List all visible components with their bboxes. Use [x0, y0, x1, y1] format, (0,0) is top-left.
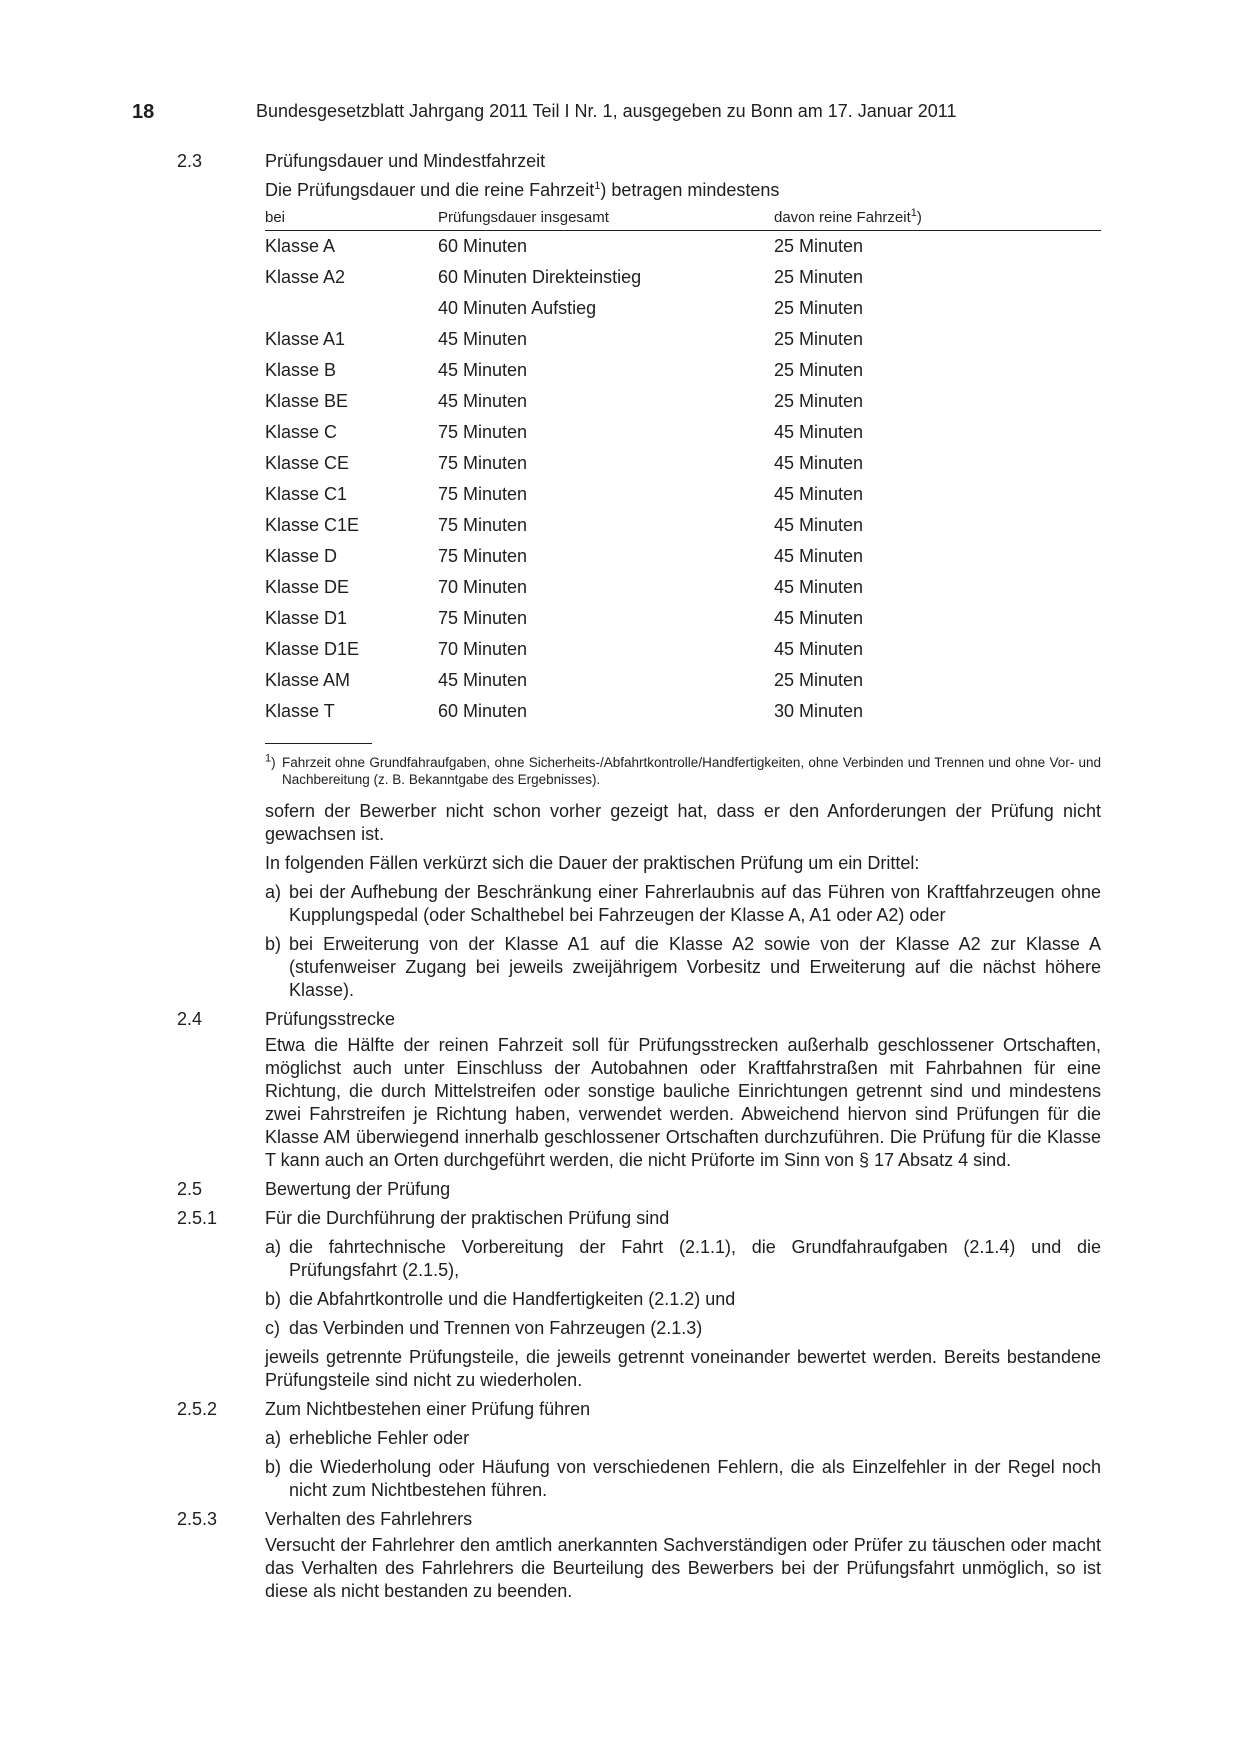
page-content: [0, 150, 1241, 1603]
section-title: Prüfungsstrecke: [265, 1009, 396, 1029]
cell-total-duration: 40 Minuten Aufstieg: [438, 298, 597, 318]
cell-driving-time: 25 Minuten: [774, 236, 864, 256]
section-2-5-3-text: Versucht der Fahrlehrer den amtlich anerkannten Sachverständigen oder Prüfer zu täuschen oder macht das Verhalten des Fahrlehrers die Beurteilung des Bewerbers bei der Prüfungsfahrt unmöglich, so ist diese als nicht bestanden zu beenden.: [265, 1535, 1101, 1601]
col-header-paren: ): [916, 209, 922, 226]
page-header: [0, 101, 1241, 127]
list-marker: b): [265, 1457, 282, 1477]
cell-driving-time: 25 Minuten: [774, 298, 864, 318]
cell-driving-time: 30 Minuten: [774, 701, 864, 721]
reduction-list: [0, 881, 1241, 1002]
footnote-mark-number: 1: [265, 752, 272, 765]
section-2-4-text: Etwa die Hälfte der reinen Fahrzeit soll für Prüfungsstrecken außerhalb geschlossener Ortschaften, möglichst auch unter Einschluss der Autobahnen oder Kraftfahrstraßen mit Fahrbahnen für eine Richtung, die durch Mittelstreifen oder sonstige bauliche Einrichtungen getrennt sind und mindestens zwei Fahrstreifen je Richtung haben, verwendet werden. Abweichend hiervon sind Prüfungen für die Klasse AM überwiegend innerhalb geschlossener Ortschaften durchzuführen. Die Prüfung für die Klasse T kann auch an Orten durchgeführt werden, die nicht Prüforte im Sinn von § 17 Absatz 4 sind.: [265, 1035, 1101, 1170]
col-header-driving-time: [774, 206, 1101, 230]
table-row: [265, 386, 1101, 417]
section-number: 2.5: [177, 1179, 203, 1199]
list-item: [265, 1317, 1101, 1340]
reduction-intro: In folgenden Fällen verkürzt sich die Dauer der praktischen Prüfung um ein Drittel:: [265, 853, 920, 873]
intro-text-end: ) betragen mindestens: [600, 180, 780, 200]
cell-class: Klasse A1: [265, 329, 346, 349]
cell-total-duration: 75 Minuten: [438, 546, 528, 566]
cell-driving-time: 45 Minuten: [774, 546, 864, 566]
cell-total-duration: 60 Minuten: [438, 236, 528, 256]
section-2-5-3-heading: [0, 1508, 1241, 1531]
cell-class: Klasse D1: [265, 608, 348, 628]
table-row: [265, 510, 1101, 541]
cell-class: Klasse B: [265, 360, 337, 380]
table-row: [265, 448, 1101, 479]
cell-driving-time: 45 Minuten: [774, 577, 864, 597]
cell-total-duration: 75 Minuten: [438, 422, 528, 442]
footnote-rule: [265, 743, 372, 744]
section-2-3-heading: [0, 150, 1241, 173]
running-head: Bundesgesetzblatt Jahrgang 2011 Teil I Nr. 1, ausgegeben zu Bonn am 17. Januar 2011: [256, 101, 957, 121]
section-title: Für die Durchführung der praktischen Prüfung sind: [265, 1208, 670, 1228]
cell-driving-time: 45 Minuten: [774, 639, 864, 659]
cell-driving-time: 45 Minuten: [774, 484, 864, 504]
list-item: [265, 1427, 1101, 1450]
cell-total-duration: 45 Minuten: [438, 329, 528, 349]
cell-class: Klasse A: [265, 236, 336, 256]
section-number: 2.5.3: [177, 1509, 218, 1529]
list-marker: a): [265, 882, 282, 902]
cell-class: Klasse D1E: [265, 639, 360, 659]
table-row: [265, 634, 1101, 665]
table-row: [265, 417, 1101, 448]
failure-reasons-list: [0, 1427, 1241, 1502]
table-row: [265, 665, 1101, 696]
cell-total-duration: 45 Minuten: [438, 670, 528, 690]
cell-total-duration: 70 Minuten: [438, 577, 528, 597]
list-item-text: bei der Aufhebung der Beschränkung einer Fahrerlaubnis auf das Führen von Kraftfahrzeugen ohne Kupplungspedal (oder Schalthebel bei Fahrzeugen der Klasse A, A1 oder A2) oder: [289, 882, 1101, 925]
footnote-mark-paren: ): [271, 755, 276, 770]
cell-total-duration: 75 Minuten: [438, 515, 528, 535]
section-number: 2.5.1: [177, 1208, 218, 1228]
table-row: [265, 572, 1101, 603]
cell-driving-time: 45 Minuten: [774, 453, 864, 473]
section-number: 2.3: [177, 151, 203, 171]
table-row: [265, 696, 1101, 727]
section-number: 2.5.2: [177, 1399, 218, 1419]
list-item: [265, 1236, 1101, 1282]
list-marker: a): [265, 1428, 282, 1448]
cell-class: Klasse DE: [265, 577, 350, 597]
list-item-text: die Abfahrtkontrolle und die Handfertigkeiten (2.1.2) und: [289, 1289, 736, 1309]
col-header-driving-time-label: davon reine Fahrzeit: [774, 209, 911, 226]
col-header-class: bei: [265, 209, 286, 226]
section-title: Verhalten des Fahrlehrers: [265, 1509, 473, 1529]
footnote-ref: 1: [910, 207, 917, 219]
cell-class: Klasse C: [265, 422, 338, 442]
table-row: [265, 231, 1101, 262]
table-row: [265, 293, 1101, 324]
list-marker: a): [265, 1237, 282, 1257]
col-header-total-duration: Prüfungsdauer insgesamt: [438, 209, 609, 226]
table-body: [265, 231, 1101, 727]
table-header: [265, 206, 1101, 231]
cell-class: Klasse T: [265, 701, 335, 721]
table-row: [265, 355, 1101, 386]
table-row: [265, 324, 1101, 355]
list-item: [265, 933, 1101, 1002]
list-marker: b): [265, 934, 282, 954]
cell-driving-time: 25 Minuten: [774, 360, 864, 380]
list-marker: b): [265, 1289, 282, 1309]
table-row: [265, 479, 1101, 510]
list-item: [265, 881, 1101, 927]
cell-class: Klasse D: [265, 546, 338, 566]
cell-total-duration: 45 Minuten: [438, 391, 528, 411]
section-2-5-1-heading: [0, 1207, 1241, 1230]
cell-driving-time: 45 Minuten: [774, 422, 864, 442]
cell-driving-time: 25 Minuten: [774, 267, 864, 287]
cell-class: Klasse C1: [265, 484, 348, 504]
section-title: Prüfungsdauer und Mindestfahrzeit: [265, 151, 546, 171]
cell-class: Klasse A2: [265, 267, 346, 287]
footnote: [265, 754, 1101, 788]
list-item-text: bei Erweiterung von der Klasse A1 auf die Klasse A2 sowie von der Klasse A2 zur Klasse A (stufenweiser Zugang bei jeweils zweijährigem Vorbesitz und Erweiterung auf die nächst höhere Klasse).: [289, 934, 1101, 1000]
table-row: [265, 262, 1101, 293]
section-title: Bewertung der Prüfung: [265, 1179, 451, 1199]
cell-class: Klasse BE: [265, 391, 349, 411]
list-item: [265, 1288, 1101, 1311]
cell-total-duration: 75 Minuten: [438, 608, 528, 628]
list-marker: c): [265, 1318, 280, 1338]
cell-total-duration: 75 Minuten: [438, 484, 528, 504]
cell-class: Klasse C1E: [265, 515, 360, 535]
section-2-5-1-closing: jeweils getrennte Prüfungsteile, die jeweils getrennt voneinander bewertet werden. Bereits bestandene Prüfungsteile sind nicht zu wiederholen.: [265, 1347, 1101, 1390]
cell-total-duration: 70 Minuten: [438, 639, 528, 659]
footnote-ref: 1: [594, 180, 601, 192]
section-number: 2.4: [177, 1009, 203, 1029]
section-2-3-intro: [265, 179, 1101, 202]
list-item-text: die Wiederholung oder Häufung von verschiedenen Fehlern, die als Einzelfehler in der Regel noch nicht zum Nichtbestehen führen.: [289, 1457, 1101, 1500]
footnote-text: Fahrzeit ohne Grundfahraufgaben, ohne Sicherheits-/Abfahrtkontrolle/Handfertigkeiten, ohne Verbinden und Trennen und ohne Vor- und Nachbereitung (z. B. Bekanntgabe des Ergebnisses).: [282, 755, 1101, 787]
section-title: Zum Nichtbestehen einer Prüfung führen: [265, 1399, 591, 1419]
list-item-text: erhebliche Fehler oder: [289, 1428, 470, 1448]
page-number: 18: [132, 101, 155, 123]
list-item-text: die fahrtechnische Vorbereitung der Fahrt (2.1.1), die Grundfahraufgaben (2.1.4) und die Prüfungsfahrt (2.1.5),: [289, 1237, 1101, 1280]
intro-text: Die Prüfungsdauer und die reine Fahrzeit: [265, 180, 595, 200]
cell-total-duration: 60 Minuten: [438, 701, 528, 721]
cell-driving-time: 45 Minuten: [774, 515, 864, 535]
section-2-5-heading: [0, 1178, 1241, 1201]
list-item: [265, 1456, 1101, 1502]
footnote-mark: [265, 754, 276, 771]
cell-total-duration: 60 Minuten Direkteinstieg: [438, 267, 642, 287]
cell-driving-time: 25 Minuten: [774, 391, 864, 411]
cell-class: [265, 293, 438, 324]
after-table-paragraph: sofern der Bewerber nicht schon vorher gezeigt hat, dass er den Anforderungen der Prüfung nicht gewachsen ist.: [265, 801, 1101, 844]
section-2-5-2-heading: [0, 1398, 1241, 1421]
section-2-4-heading: [0, 1008, 1241, 1031]
examination-parts-list: [0, 1236, 1241, 1340]
cell-total-duration: 75 Minuten: [438, 453, 528, 473]
cell-class: Klasse CE: [265, 453, 350, 473]
table-row: [265, 541, 1101, 572]
list-item-text: das Verbinden und Trennen von Fahrzeugen (2.1.3): [289, 1318, 703, 1338]
duration-table: [265, 206, 1101, 727]
cell-driving-time: 25 Minuten: [774, 670, 864, 690]
cell-class: Klasse AM: [265, 670, 351, 690]
cell-total-duration: 45 Minuten: [438, 360, 528, 380]
table-row: [265, 603, 1101, 634]
cell-driving-time: 25 Minuten: [774, 329, 864, 349]
cell-driving-time: 45 Minuten: [774, 608, 864, 628]
